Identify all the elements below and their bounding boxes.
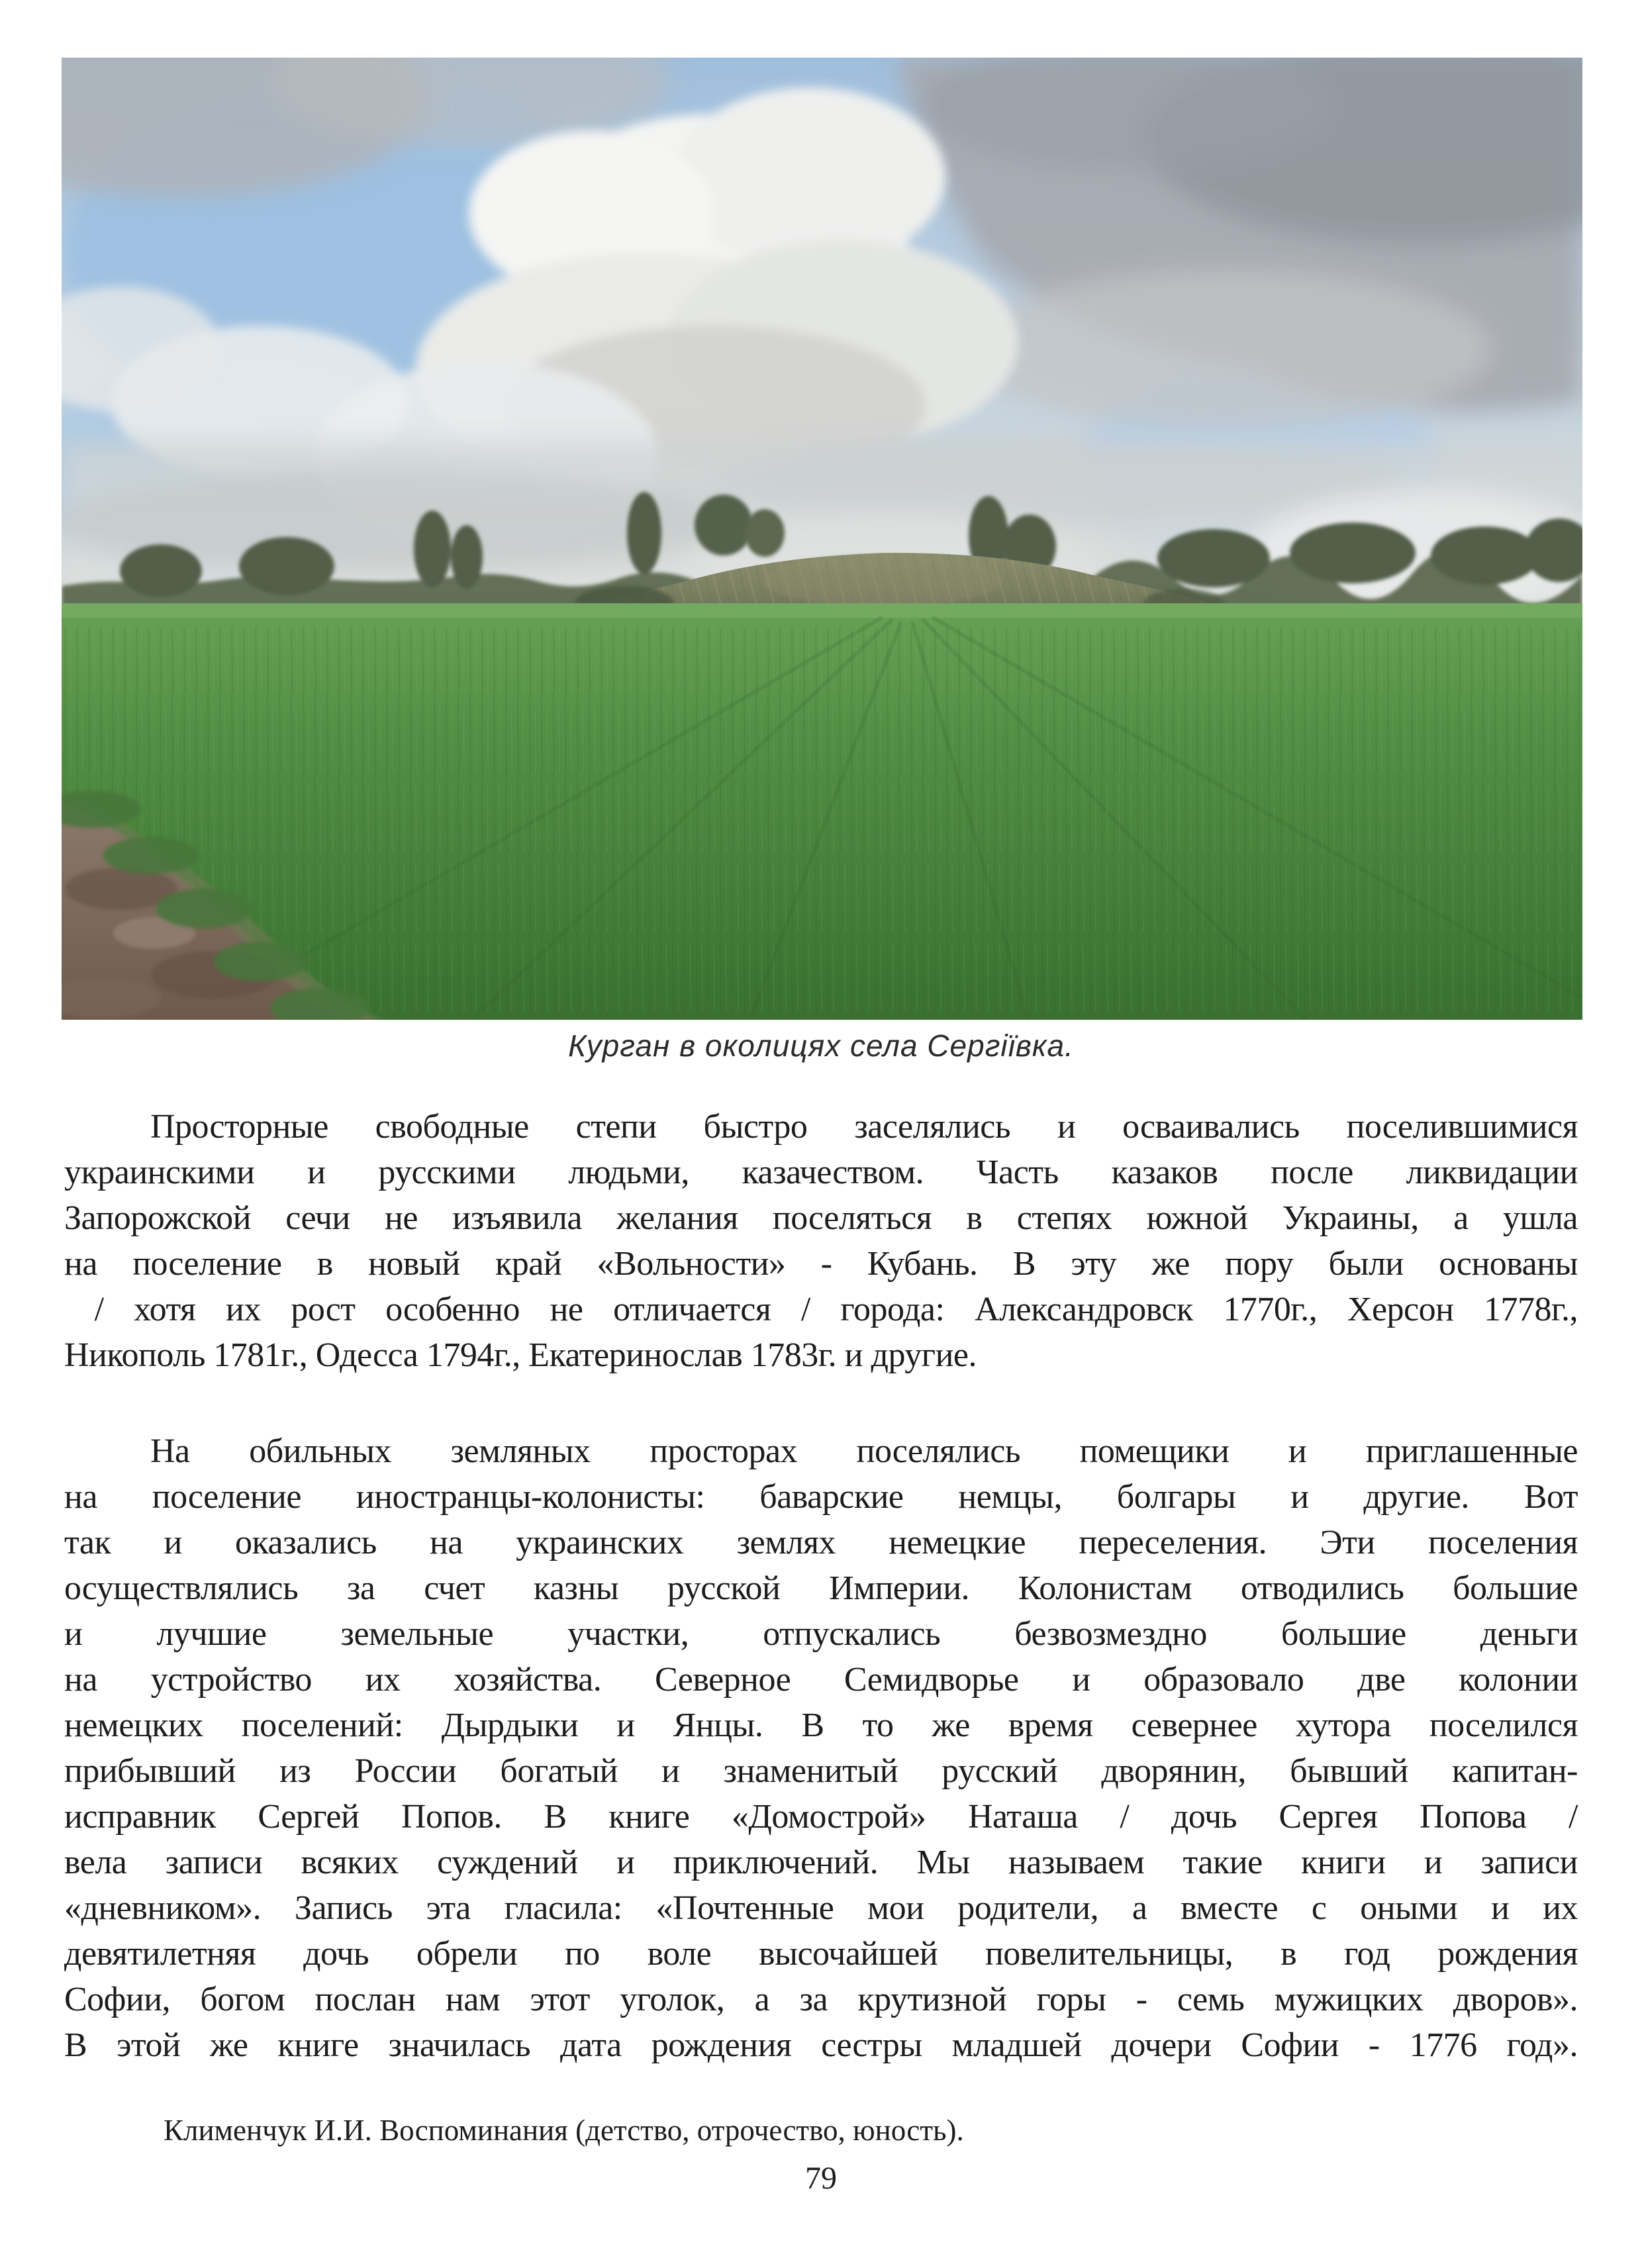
text-line: вела записи всяких суждений и приключений. Мы называем такие книги и записи xyxy=(64,1844,1578,1881)
kurgan-photo xyxy=(62,58,1582,1020)
text-line: прибывший из России богатый и знаменитый русский дворянин, бывший капитан- xyxy=(64,1752,1578,1790)
paragraph-1 xyxy=(64,1104,1578,1378)
text-line: Софии, богом послан нам этот уголок, а за крутизной горы - семь мужицких дворов». xyxy=(64,1981,1578,2018)
text-line: на поселение иностранцы-колонисты: баварские немцы, болгары и другие. Вот xyxy=(64,1478,1578,1516)
text-line: на поселение в новый край «Вольности» - Кубань. В эту же пору были основаны xyxy=(64,1245,1578,1283)
text-line: Никополь 1781г., Одесса 1794г., Екатеринослав 1783г. и другие. xyxy=(64,1336,977,1374)
paragraph-2 xyxy=(64,1428,1578,2068)
text-line: На обильных земляных просторах поселялись помещики и приглашенные xyxy=(150,1432,1578,1470)
text-line: так и оказались на украинских землях немецкие переселения. Эти поселения xyxy=(64,1524,1578,1561)
source-citation: Клименчук И.И. Воспоминания (детство, отрочество, юность). xyxy=(164,2114,964,2147)
text-line: немецких поселений: Дырдыки и Янцы. В то же время севернее хутора поселился xyxy=(64,1706,1578,1744)
text-line: / хотя их рост особенно не отличается / города: Александровск 1770г., Херсон 1778г., xyxy=(64,1291,1578,1328)
page-number: 79 xyxy=(805,2161,837,2196)
text-line: на устройство их хозяйства. Северное Семидворье и образовало две колонии xyxy=(64,1661,1578,1699)
text-line: украинскими и русскими людьми, казачеством. Часть казаков после ликвидации xyxy=(64,1154,1578,1191)
body-text xyxy=(64,1104,1578,2150)
kurgan-photo-scene xyxy=(62,58,1582,1020)
photo-caption: Курган в околицях села Сергіївка. xyxy=(568,1028,1074,1063)
text-line: осуществлялись за счет казны русской Империи. Колонистам отводились большие xyxy=(64,1569,1578,1607)
text-line: Запорожской сечи не изъявила желания поселяться в степях южной Украины, а ушла xyxy=(64,1199,1578,1237)
text-line: Просторные свободные степи быстро заселялись и осваивались поселившимися xyxy=(150,1108,1578,1146)
text-line: В этой же книге значилась дата рождения сестры младшей дочери Софии - 1776 год». xyxy=(64,2026,1578,2064)
text-line: и лучшие земельные участки, отпускались безвозмездно большие деньги xyxy=(64,1615,1578,1653)
text-line: девятилетняя дочь обрели по воле высочайшей повелительницы, в год рождения xyxy=(64,1935,1578,1973)
text-line: исправник Сергей Попов. В книге «Домострой» Наташа / дочь Сергея Попова / xyxy=(64,1798,1578,1836)
text-line: «дневником». Запись эта гласила: «Почтенные мои родители, а вместе с оными и их xyxy=(64,1889,1578,1927)
